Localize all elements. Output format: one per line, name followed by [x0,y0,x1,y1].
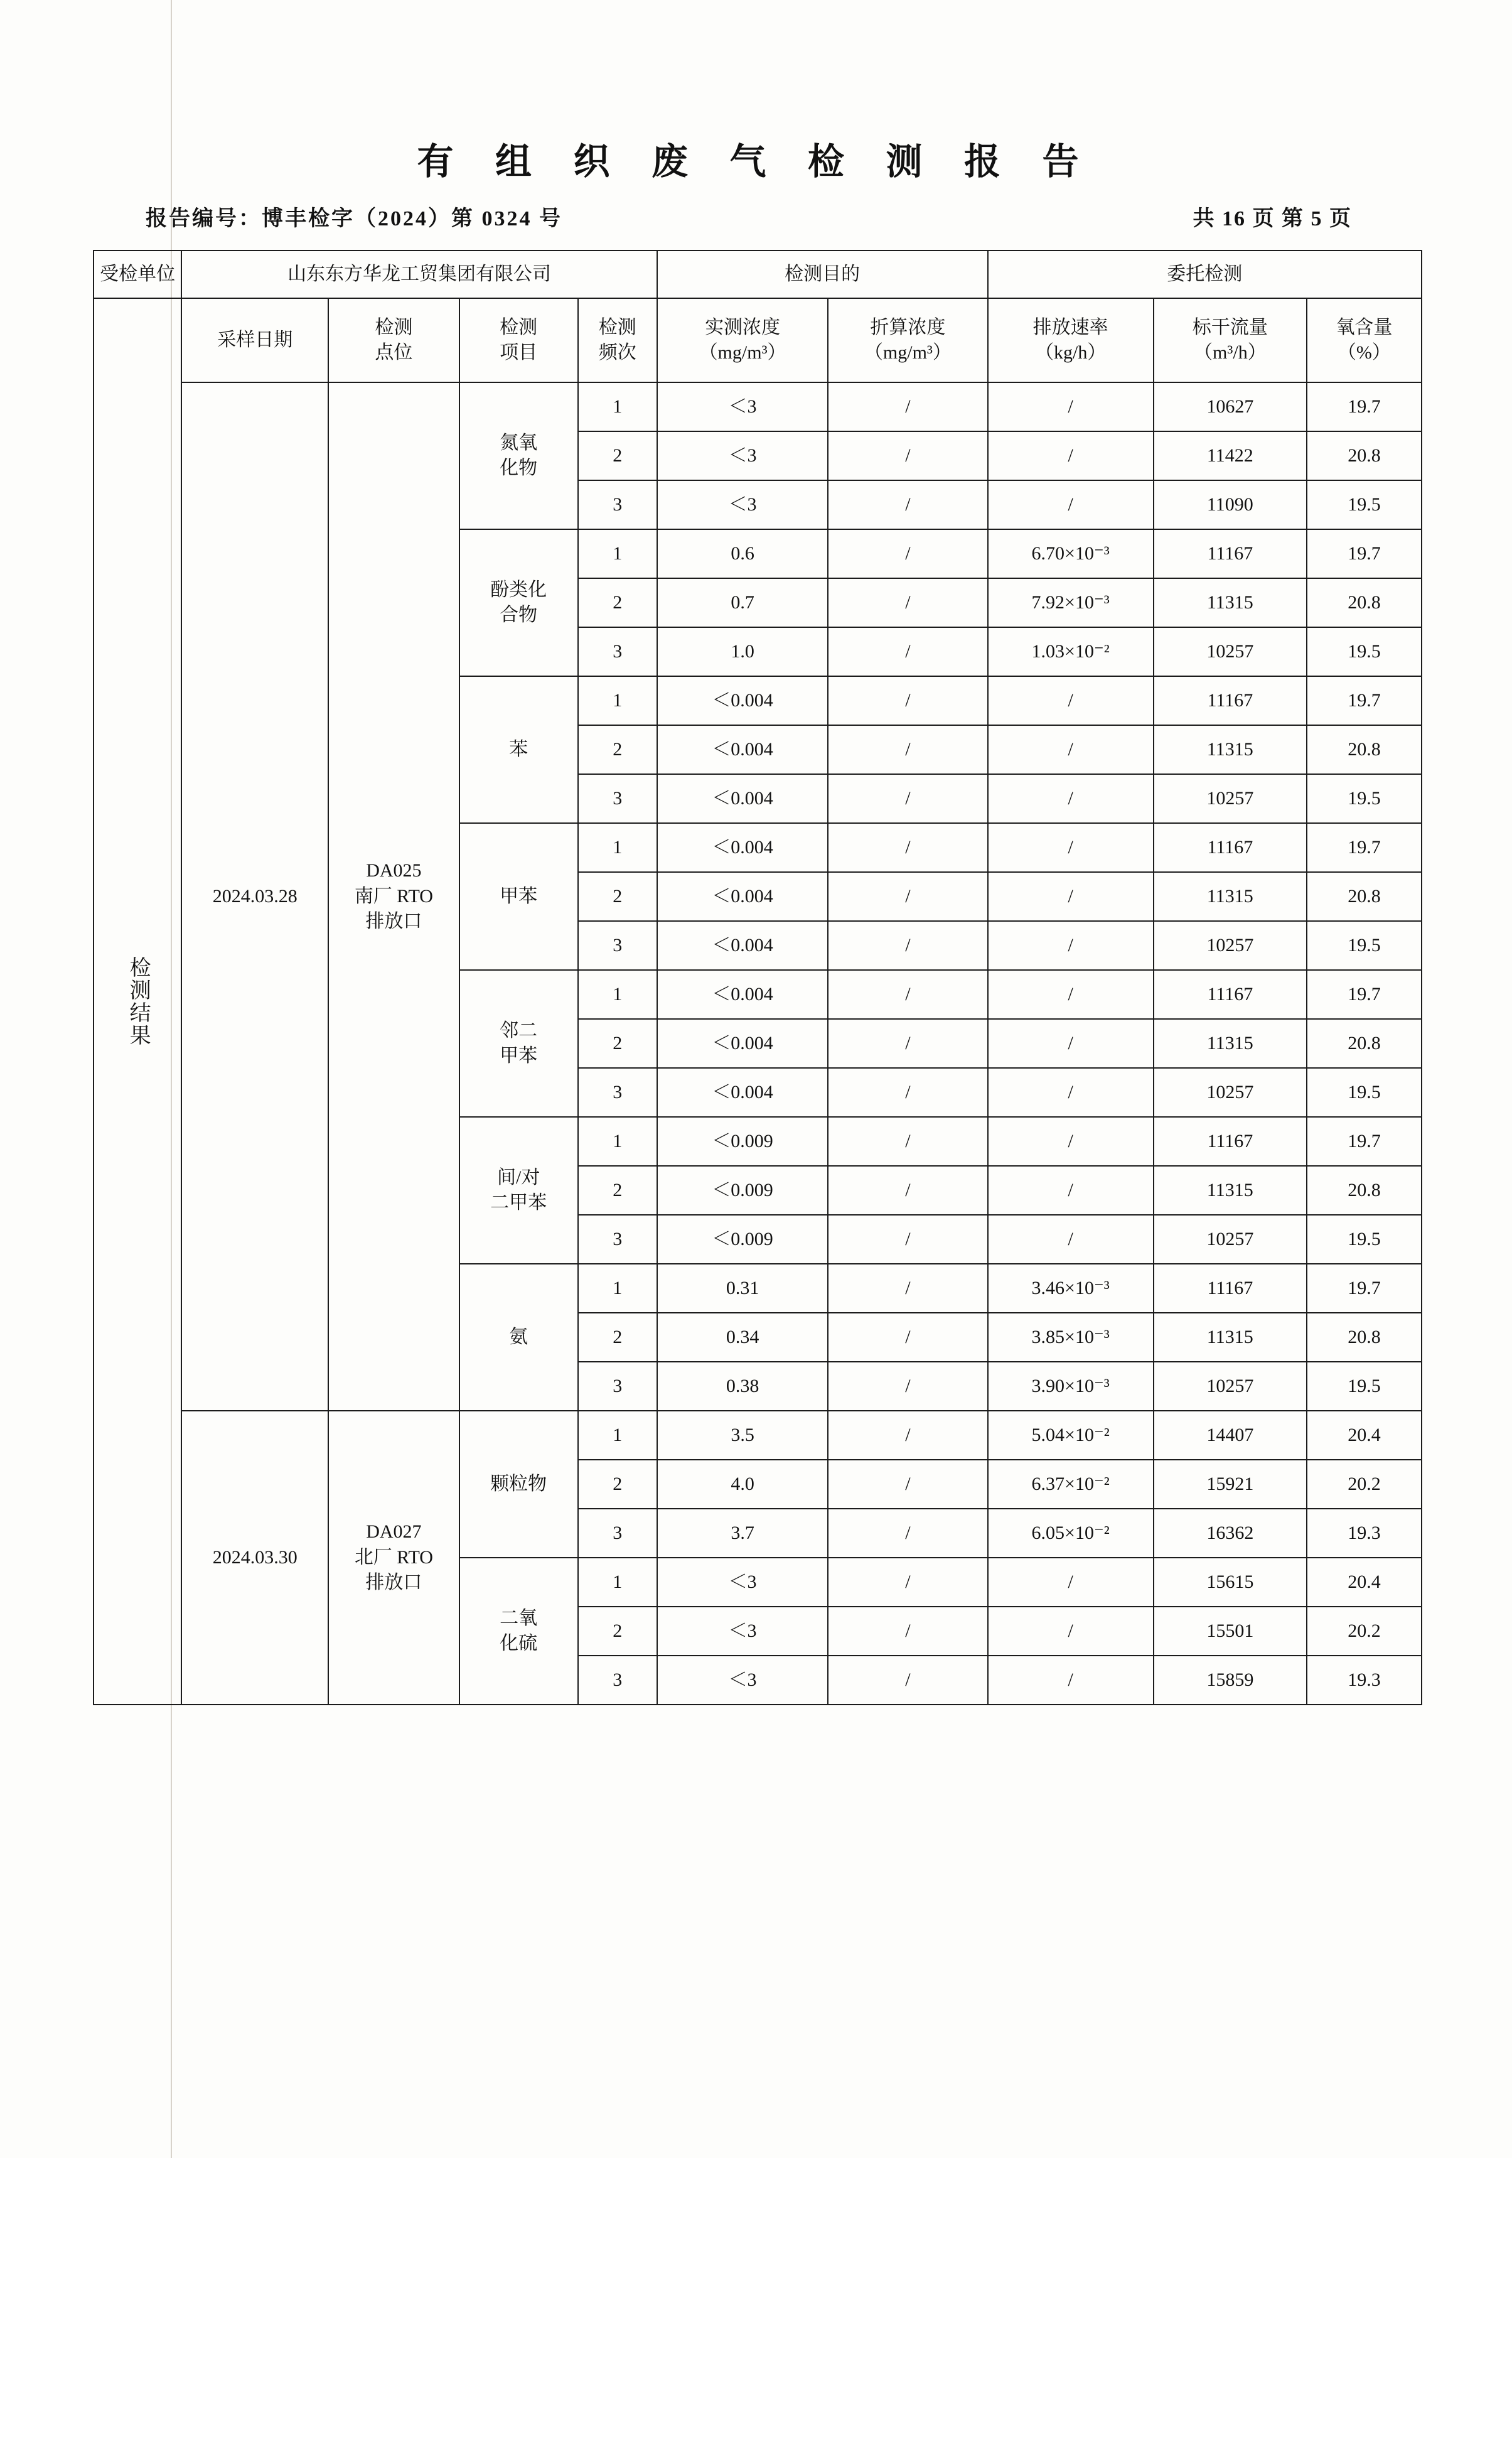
cell-oxygen: 20.2 [1307,1607,1422,1656]
cell-oxygen: 20.4 [1307,1558,1422,1607]
cell-rate: 3.90×10⁻³ [988,1362,1154,1411]
cell-rate: 3.46×10⁻³ [988,1264,1154,1313]
cell-flow: 11315 [1154,1166,1307,1215]
cell-rate: / [988,774,1154,823]
cell-converted: / [828,627,987,676]
results-table [93,250,1422,1705]
result-vertical-label: 检测结果 [94,298,181,1705]
cell-freq: 3 [578,1068,657,1117]
cell-converted: / [828,725,987,774]
cell-freq: 3 [578,1215,657,1264]
cell-measured: ＜0.009 [657,1117,828,1166]
cell-measured: 0.7 [657,578,828,627]
cell-converted: / [828,970,987,1019]
cell-measured: ＜3 [657,1558,828,1607]
table-row [94,382,1422,431]
cell-oxygen: 19.7 [1307,529,1422,578]
cell-converted: / [828,1509,987,1558]
cell-flow: 10257 [1154,1362,1307,1411]
purpose-value-cell: 委托检测 [988,251,1422,298]
cell-converted: / [828,823,987,872]
cell-measured: 3.7 [657,1509,828,1558]
cell-converted: / [828,676,987,725]
cell-flow: 11315 [1154,872,1307,921]
cell-oxygen: 19.7 [1307,823,1422,872]
cell-oxygen: 20.4 [1307,1411,1422,1460]
cell-freq: 2 [578,1166,657,1215]
cell-oxygen: 19.7 [1307,1117,1422,1166]
cell-freq: 3 [578,1362,657,1411]
cell-measured: ＜0.004 [657,725,828,774]
cell-point: DA025 南厂 RTO 排放口 [328,382,459,1411]
cell-flow: 15859 [1154,1656,1307,1705]
cell-freq: 1 [578,1558,657,1607]
cell-flow: 11315 [1154,1313,1307,1362]
cell-measured: ＜0.004 [657,774,828,823]
cell-rate: / [988,1019,1154,1068]
cell-freq: 2 [578,872,657,921]
cell-measured: ＜0.004 [657,970,828,1019]
cell-converted: / [828,578,987,627]
cell-rate: / [988,382,1154,431]
cell-measured: ＜3 [657,480,828,529]
cell-oxygen: 19.3 [1307,1509,1422,1558]
cell-measured: ＜3 [657,1607,828,1656]
cell-oxygen: 20.8 [1307,431,1422,480]
cell-freq: 2 [578,1460,657,1509]
cell-rate: 7.92×10⁻³ [988,578,1154,627]
cell-converted: / [828,1019,987,1068]
cell-converted: / [828,1313,987,1362]
cell-flow: 11315 [1154,1019,1307,1068]
cell-rate: 3.85×10⁻³ [988,1313,1154,1362]
cell-measured: ＜0.004 [657,823,828,872]
report-number: 报告编号：博丰检字（2024）第 0324 号 [146,207,562,230]
cell-rate: / [988,480,1154,529]
cell-measured: ＜0.004 [657,872,828,921]
cell-freq: 3 [578,774,657,823]
cell-freq: 3 [578,627,657,676]
cell-measured: ＜0.009 [657,1166,828,1215]
purpose-label-cell: 检测目的 [657,251,988,298]
cell-freq: 1 [578,1411,657,1460]
cell-oxygen: 19.5 [1307,774,1422,823]
cell-flow: 11315 [1154,578,1307,627]
cell-flow: 11167 [1154,970,1307,1019]
cell-oxygen: 19.7 [1307,1264,1422,1313]
cell-oxygen: 20.8 [1307,872,1422,921]
cell-converted: / [828,1264,987,1313]
cell-rate: 5.04×10⁻² [988,1411,1154,1460]
cell-flow: 11090 [1154,480,1307,529]
cell-freq: 1 [578,970,657,1019]
cell-flow: 10257 [1154,627,1307,676]
cell-item: 氮氧 化物 [459,382,578,529]
cell-converted: / [828,1362,987,1411]
cell-rate: / [988,725,1154,774]
cell-rate: 1.03×10⁻² [988,627,1154,676]
cell-flow: 16362 [1154,1509,1307,1558]
cell-measured: ＜3 [657,382,828,431]
cell-measured: ＜0.004 [657,1068,828,1117]
col-header-rate: 排放速率 （kg/h） [988,298,1154,382]
cell-converted: / [828,1215,987,1264]
cell-rate: / [988,1166,1154,1215]
cell-flow: 11167 [1154,676,1307,725]
cell-freq: 2 [578,1313,657,1362]
cell-oxygen: 19.5 [1307,1068,1422,1117]
cell-oxygen: 19.5 [1307,627,1422,676]
table-row [94,1411,1422,1460]
cell-rate: / [988,431,1154,480]
cell-item: 邻二 甲苯 [459,970,578,1117]
col-header-flow: 标干流量 （m³/h） [1154,298,1307,382]
cell-flow: 11167 [1154,1117,1307,1166]
cell-converted: / [828,1166,987,1215]
cell-freq: 1 [578,823,657,872]
cell-freq: 3 [578,1509,657,1558]
cell-measured: ＜0.004 [657,1019,828,1068]
cell-rate: / [988,823,1154,872]
cell-sample-date: 2024.03.30 [181,1411,328,1705]
cell-converted: / [828,1656,987,1705]
cell-rate: / [988,1607,1154,1656]
cell-converted: / [828,1460,987,1509]
cell-flow: 11167 [1154,529,1307,578]
unit-label-cell: 受检单位 [94,251,181,298]
col-header-point: 检测 点位 [328,298,459,382]
cell-freq: 1 [578,1117,657,1166]
cell-measured: 4.0 [657,1460,828,1509]
cell-oxygen: 20.8 [1307,725,1422,774]
cell-oxygen: 19.7 [1307,970,1422,1019]
cell-oxygen: 20.8 [1307,1166,1422,1215]
cell-converted: / [828,1411,987,1460]
cell-point: DA027 北厂 RTO 排放口 [328,1411,459,1705]
cell-measured: 0.6 [657,529,828,578]
cell-rate: / [988,970,1154,1019]
cell-freq: 2 [578,1019,657,1068]
cell-converted: / [828,1558,987,1607]
cell-oxygen: 19.3 [1307,1656,1422,1705]
cell-oxygen: 19.5 [1307,480,1422,529]
cell-oxygen: 20.2 [1307,1460,1422,1509]
cell-item: 酚类化 合物 [459,529,578,676]
cell-rate: 6.37×10⁻² [988,1460,1154,1509]
cell-rate: / [988,1117,1154,1166]
cell-measured: 0.31 [657,1264,828,1313]
cell-converted: / [828,872,987,921]
cell-measured: 3.5 [657,1411,828,1460]
cell-flow: 11167 [1154,823,1307,872]
cell-flow: 11167 [1154,1264,1307,1313]
cell-freq: 3 [578,480,657,529]
cell-rate: 6.05×10⁻² [988,1509,1154,1558]
cell-item: 二氧 化硫 [459,1558,578,1705]
col-header-item: 检测 项目 [459,298,578,382]
cell-flow: 10257 [1154,921,1307,970]
cell-freq: 2 [578,431,657,480]
cell-measured: 0.38 [657,1362,828,1411]
cell-converted: / [828,1068,987,1117]
cell-flow: 11422 [1154,431,1307,480]
cell-converted: / [828,431,987,480]
cell-converted: / [828,480,987,529]
cell-measured: ＜0.004 [657,676,828,725]
col-header-measured: 实测浓度 （mg/m³） [657,298,828,382]
cell-rate: / [988,1068,1154,1117]
cell-flow: 11315 [1154,725,1307,774]
cell-measured: ＜0.004 [657,921,828,970]
cell-oxygen: 20.8 [1307,1313,1422,1362]
cell-oxygen: 19.5 [1307,1362,1422,1411]
cell-freq: 1 [578,529,657,578]
cell-converted: / [828,1117,987,1166]
page-title: 有 组 织 废 气 检 测 报 告 [417,141,1095,182]
cell-item: 氨 [459,1264,578,1411]
cell-converted: / [828,382,987,431]
col-header-freq: 检测 频次 [578,298,657,382]
cell-oxygen: 19.7 [1307,676,1422,725]
cell-flow: 15501 [1154,1607,1307,1656]
cell-rate: / [988,676,1154,725]
cell-measured: 0.34 [657,1313,828,1362]
cell-rate: / [988,921,1154,970]
cell-freq: 1 [578,382,657,431]
cell-rate: / [988,1656,1154,1705]
cell-converted: / [828,921,987,970]
cell-rate: / [988,1558,1154,1607]
cell-item: 间/对 二甲苯 [459,1117,578,1264]
cell-freq: 3 [578,1656,657,1705]
table-header-row-1 [94,251,1422,298]
cell-item: 甲苯 [459,823,578,970]
col-header-sample-date: 采样日期 [181,298,328,382]
cell-oxygen: 19.7 [1307,382,1422,431]
cell-rate: 6.70×10⁻³ [988,529,1154,578]
cell-flow: 14407 [1154,1411,1307,1460]
cell-flow: 10627 [1154,382,1307,431]
cell-converted: / [828,529,987,578]
cell-freq: 1 [578,1264,657,1313]
cell-oxygen: 19.5 [1307,921,1422,970]
page-number: 共 16 页 第 5 页 [1193,207,1352,230]
cell-item: 苯 [459,676,578,823]
col-header-converted: 折算浓度 （mg/m³） [828,298,987,382]
cell-oxygen: 20.8 [1307,578,1422,627]
cell-item: 颗粒物 [459,1411,578,1558]
col-header-oxygen: 氧含量 （%） [1307,298,1422,382]
cell-freq: 2 [578,578,657,627]
cell-converted: / [828,774,987,823]
cell-flow: 15921 [1154,1460,1307,1509]
cell-measured: ＜3 [657,431,828,480]
cell-flow: 10257 [1154,774,1307,823]
cell-flow: 10257 [1154,1215,1307,1264]
cell-measured: ＜3 [657,1656,828,1705]
cell-freq: 2 [578,725,657,774]
unit-value-cell: 山东东方华龙工贸集团有限公司 [181,251,657,298]
cell-freq: 3 [578,921,657,970]
cell-rate: / [988,1215,1154,1264]
cell-flow: 10257 [1154,1068,1307,1117]
cell-measured: ＜0.009 [657,1215,828,1264]
table-header-row-2 [94,298,1422,382]
cell-flow: 15615 [1154,1558,1307,1607]
cell-sample-date: 2024.03.28 [181,382,328,1411]
cell-freq: 2 [578,1607,657,1656]
cell-oxygen: 20.8 [1307,1019,1422,1068]
cell-rate: / [988,872,1154,921]
cell-measured: 1.0 [657,627,828,676]
cell-freq: 1 [578,676,657,725]
cell-converted: / [828,1607,987,1656]
cell-oxygen: 19.5 [1307,1215,1422,1264]
